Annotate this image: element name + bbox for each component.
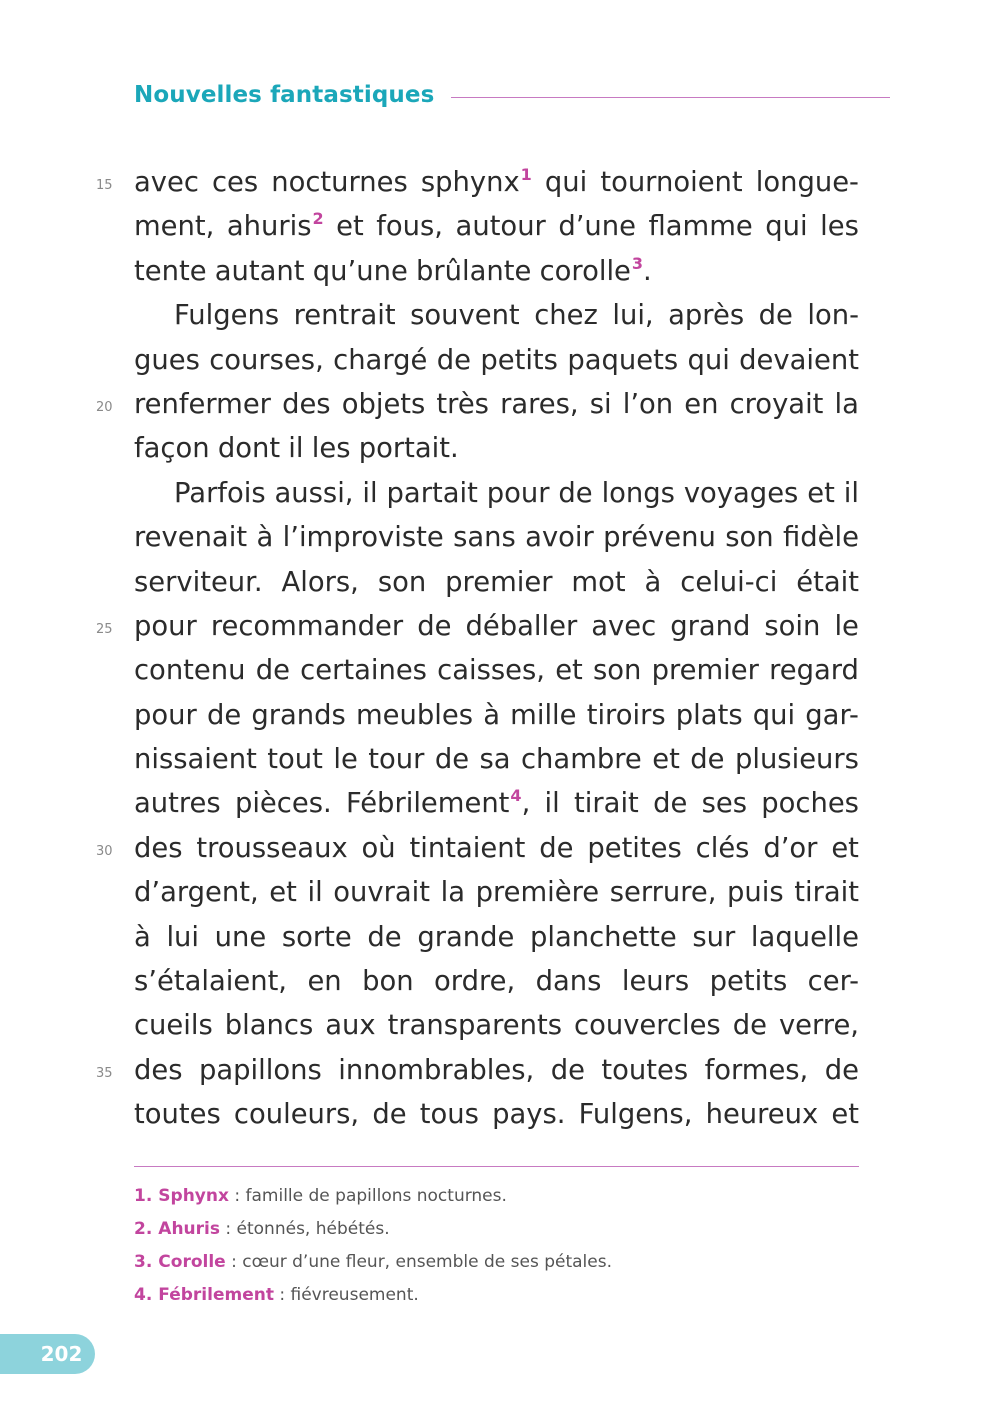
- word: puis: [727, 877, 784, 909]
- word: qui: [765, 211, 808, 243]
- word: de: [758, 300, 793, 332]
- word: prévenu: [603, 522, 716, 554]
- text-line: [134, 916, 859, 960]
- word: de: [824, 1054, 859, 1086]
- word: de: [732, 1010, 767, 1042]
- word: le: [834, 610, 859, 642]
- word: caisses,: [437, 655, 545, 687]
- text-line: [134, 960, 859, 1004]
- text-line: [134, 649, 859, 693]
- footnote-ref[interactable]: 3: [631, 253, 644, 273]
- word: gar-: [805, 699, 859, 731]
- line-number: 30: [96, 843, 113, 859]
- word: de: [434, 744, 470, 776]
- text-line: [134, 1093, 859, 1137]
- footnote: [134, 1279, 859, 1312]
- word: autant: [214, 255, 305, 287]
- word: lui: [166, 921, 200, 953]
- word: il: [544, 788, 560, 820]
- footnote-term: Corolle: [158, 1252, 226, 1272]
- word: pièces.: [234, 788, 332, 820]
- word: l’improviste: [282, 522, 444, 554]
- text-line: [96, 383, 859, 427]
- word: qui: [544, 167, 588, 198]
- footnotes: [134, 1180, 859, 1312]
- word: mot: [571, 566, 626, 598]
- word: souvent: [410, 300, 520, 332]
- word: à: [483, 699, 500, 731]
- text-line: [134, 339, 859, 383]
- word: grand: [670, 610, 751, 642]
- word: lon-: [807, 300, 859, 332]
- header-rule: [451, 97, 890, 98]
- running-title: Nouvelles fantastiques: [134, 82, 435, 108]
- word: tirait: [794, 877, 859, 909]
- word: en: [684, 388, 719, 420]
- word: voyages: [683, 477, 799, 509]
- word: qu’une: [312, 255, 408, 287]
- word: Fulgens: [174, 300, 280, 332]
- word: petits: [480, 344, 558, 376]
- word: premier: [651, 655, 759, 687]
- text-line: [134, 205, 859, 249]
- word: renfermer: [134, 388, 271, 420]
- word: petites: [587, 832, 682, 864]
- word: heureux: [705, 1099, 819, 1131]
- word: couleurs,: [233, 1099, 360, 1131]
- word: brûlante: [416, 255, 532, 287]
- word: une: [214, 921, 267, 953]
- word: Alors,: [281, 566, 359, 598]
- text-line: [134, 782, 859, 826]
- word: tirait: [574, 788, 639, 820]
- footnote: [134, 1180, 859, 1213]
- word: où: [361, 832, 396, 864]
- word: leurs: [621, 966, 690, 998]
- word: et: [807, 477, 835, 509]
- word: tiroirs: [586, 699, 666, 731]
- word: chez: [534, 300, 598, 332]
- word: meubles: [356, 699, 474, 731]
- word: sorte: [281, 921, 352, 953]
- word: gues: [134, 344, 200, 376]
- word: après: [668, 300, 745, 332]
- word: sphynx$^1$: [420, 165, 532, 198]
- word: avoir: [525, 522, 594, 554]
- footnote-number: 4.: [134, 1285, 153, 1305]
- word: toutes: [134, 1099, 221, 1131]
- word: et: [555, 655, 583, 687]
- word: tournoient: [600, 167, 743, 198]
- word: ces: [211, 167, 259, 198]
- word: regard: [769, 655, 859, 687]
- word: et: [336, 211, 364, 243]
- word: sur: [692, 921, 736, 953]
- word: nocturnes: [271, 167, 408, 198]
- word: plats: [675, 699, 743, 731]
- word: trousseaux: [196, 832, 348, 864]
- word: revenait: [134, 522, 248, 554]
- word: à: [134, 921, 151, 953]
- word: de: [206, 699, 242, 731]
- word: lui,: [612, 300, 654, 332]
- word: ouvrait: [333, 877, 430, 909]
- word: aussi,: [274, 477, 354, 509]
- text-line: [134, 516, 859, 560]
- word: ses: [701, 788, 747, 820]
- word: son: [592, 655, 642, 687]
- word: son: [725, 522, 774, 554]
- word: laquelle: [750, 921, 859, 953]
- word: pays.: [492, 1099, 566, 1131]
- word: de: [558, 477, 593, 509]
- line-number: 20: [96, 399, 113, 415]
- word: clés: [695, 832, 750, 864]
- text-line: [134, 694, 859, 738]
- word: papillons: [198, 1054, 322, 1086]
- text-line: [134, 294, 859, 338]
- text-line: [134, 427, 859, 471]
- word: grande: [417, 921, 515, 953]
- word: recommander: [210, 610, 404, 642]
- footnote: [134, 1246, 859, 1279]
- word: les: [311, 433, 351, 465]
- word: longs: [601, 477, 675, 509]
- footnote-term: Sphynx: [158, 1186, 229, 1206]
- word: soin: [764, 610, 821, 642]
- word: poches: [761, 788, 859, 820]
- word: et: [269, 877, 297, 909]
- word: et: [831, 832, 859, 864]
- word: de: [539, 832, 574, 864]
- word: il: [843, 477, 859, 509]
- word: fous,: [376, 211, 444, 243]
- text-line: [96, 161, 859, 205]
- footnote-term: Fébrilement: [158, 1285, 274, 1305]
- word: objets: [341, 388, 426, 420]
- word: la: [834, 388, 859, 420]
- word: toutes: [601, 1054, 689, 1086]
- word: portait.: [358, 433, 459, 465]
- footnote-ref[interactable]: 2: [312, 209, 324, 229]
- word: très: [436, 388, 489, 420]
- word: Fébrilement$^4$,: [345, 786, 531, 820]
- word: grands: [251, 699, 346, 731]
- footnote-rule: [134, 1166, 859, 1167]
- word: serviteur.: [134, 566, 263, 598]
- word: celui-ci: [680, 566, 778, 598]
- word: tente: [134, 255, 207, 287]
- page-number-tab: [0, 1334, 95, 1374]
- line-number: 15: [96, 178, 113, 193]
- word: avec: [134, 167, 199, 198]
- footnote-ref[interactable]: 1: [520, 165, 532, 184]
- word: aux: [325, 1010, 376, 1042]
- word: était: [796, 566, 859, 598]
- text-line: [134, 738, 859, 782]
- word: planchette: [529, 921, 677, 953]
- word: les: [820, 211, 859, 243]
- text-line: [134, 1004, 859, 1048]
- word: devaient: [739, 344, 859, 376]
- footnote-definition: : cœur d’une fleur, ensemble de ses pétales.: [225, 1252, 612, 1272]
- word: à: [644, 566, 662, 598]
- word: tout: [267, 744, 323, 776]
- word: flamme: [648, 211, 753, 243]
- word: petits: [709, 966, 788, 998]
- word: transparents: [387, 1010, 563, 1042]
- word: blancs: [224, 1010, 314, 1042]
- word: pour: [486, 477, 550, 509]
- word: verre,: [778, 1010, 859, 1042]
- word: d’or: [763, 832, 818, 864]
- word: contenu: [134, 655, 246, 687]
- word: de: [653, 788, 688, 820]
- text-line: [96, 605, 859, 649]
- word: ordre,: [434, 966, 516, 998]
- word: de: [372, 1099, 407, 1131]
- word: autour: [455, 211, 546, 243]
- word: des: [282, 388, 331, 420]
- footnote-definition: : fiévreusement.: [273, 1285, 419, 1305]
- word: paquets: [567, 344, 679, 376]
- text-line: [134, 561, 859, 605]
- word: sa: [479, 744, 511, 776]
- word: nissaient: [134, 744, 257, 776]
- text-line: [96, 827, 859, 871]
- word: d’argent,: [134, 877, 259, 909]
- word: sans: [453, 522, 516, 554]
- word: plusieurs: [734, 744, 859, 776]
- word: certaines: [300, 655, 427, 687]
- word: de: [417, 610, 452, 642]
- footnote-number: 1.: [134, 1186, 153, 1206]
- word: courses,: [209, 344, 324, 376]
- word: chargé: [333, 344, 428, 376]
- word: innombrables,: [338, 1054, 535, 1086]
- word: longue-: [755, 167, 859, 198]
- word: de: [436, 344, 471, 376]
- word: et: [652, 744, 680, 776]
- word: couvercles: [574, 1010, 721, 1042]
- page-number: 202: [40, 1342, 83, 1366]
- word: serrure,: [609, 877, 717, 909]
- word: son: [377, 566, 427, 598]
- word: la: [440, 877, 465, 909]
- word: l’on: [622, 388, 674, 420]
- word: déballer: [465, 610, 578, 642]
- word: pour: [134, 699, 197, 731]
- footnote: [134, 1213, 859, 1246]
- word: autres: [134, 788, 221, 820]
- word: bon: [362, 966, 414, 998]
- word: ment,: [134, 211, 215, 243]
- running-header: [134, 78, 890, 112]
- word: dans: [535, 966, 602, 998]
- word: rares,: [500, 388, 579, 420]
- footnote-number: 3.: [134, 1252, 153, 1272]
- word: et: [831, 1099, 859, 1131]
- word: première: [475, 877, 600, 909]
- word: pour: [134, 610, 197, 642]
- word: Parfois: [174, 477, 266, 509]
- word: en: [307, 966, 342, 998]
- word: Fulgens,: [578, 1099, 693, 1131]
- body-text: [96, 161, 859, 1138]
- word: qui: [687, 344, 730, 376]
- text-line: [134, 472, 859, 516]
- word: il: [288, 433, 304, 465]
- word: corolle$^3$.: [539, 253, 652, 287]
- word: fidèle: [782, 522, 859, 554]
- text-line: [96, 1049, 859, 1093]
- word: premier: [445, 566, 553, 598]
- word: le: [333, 744, 358, 776]
- word: cueils: [134, 1010, 213, 1042]
- word: tintaient: [409, 832, 526, 864]
- footnote-ref[interactable]: 4: [510, 786, 522, 806]
- word: croyait: [729, 388, 824, 420]
- word: mille: [510, 699, 577, 731]
- word: de: [255, 655, 290, 687]
- footnote-definition: : famille de papillons nocturnes.: [228, 1186, 507, 1206]
- footnote-definition: : étonnés, hébétés.: [220, 1219, 390, 1239]
- word: tous: [419, 1099, 479, 1131]
- word: ahuris$^2$: [226, 209, 324, 243]
- line-number: 35: [96, 1065, 113, 1081]
- word: des: [134, 832, 183, 864]
- word: de: [367, 921, 402, 953]
- word: si: [589, 388, 612, 420]
- word: à: [256, 522, 274, 554]
- word: cer-: [807, 966, 859, 998]
- word: il: [362, 477, 378, 509]
- word: des: [134, 1054, 183, 1086]
- word: qui: [752, 699, 796, 731]
- footnote-term: Ahuris: [158, 1219, 220, 1239]
- text-line: [134, 250, 859, 294]
- word: de: [550, 1054, 585, 1086]
- word: d’une: [558, 211, 636, 243]
- word: formes,: [704, 1054, 809, 1086]
- word: partait: [386, 477, 478, 509]
- text-line: [134, 871, 859, 915]
- word: dont: [217, 433, 281, 465]
- word: avec: [591, 610, 657, 642]
- word: rentrait: [293, 300, 396, 332]
- line-number: 25: [96, 621, 113, 637]
- word: tour: [368, 744, 425, 776]
- footnote-number: 2.: [134, 1219, 153, 1239]
- word: s’étalaient,: [134, 966, 288, 998]
- word: façon: [134, 433, 210, 465]
- word: il: [307, 877, 323, 909]
- word: de: [690, 744, 725, 776]
- word: chambre: [521, 744, 642, 776]
